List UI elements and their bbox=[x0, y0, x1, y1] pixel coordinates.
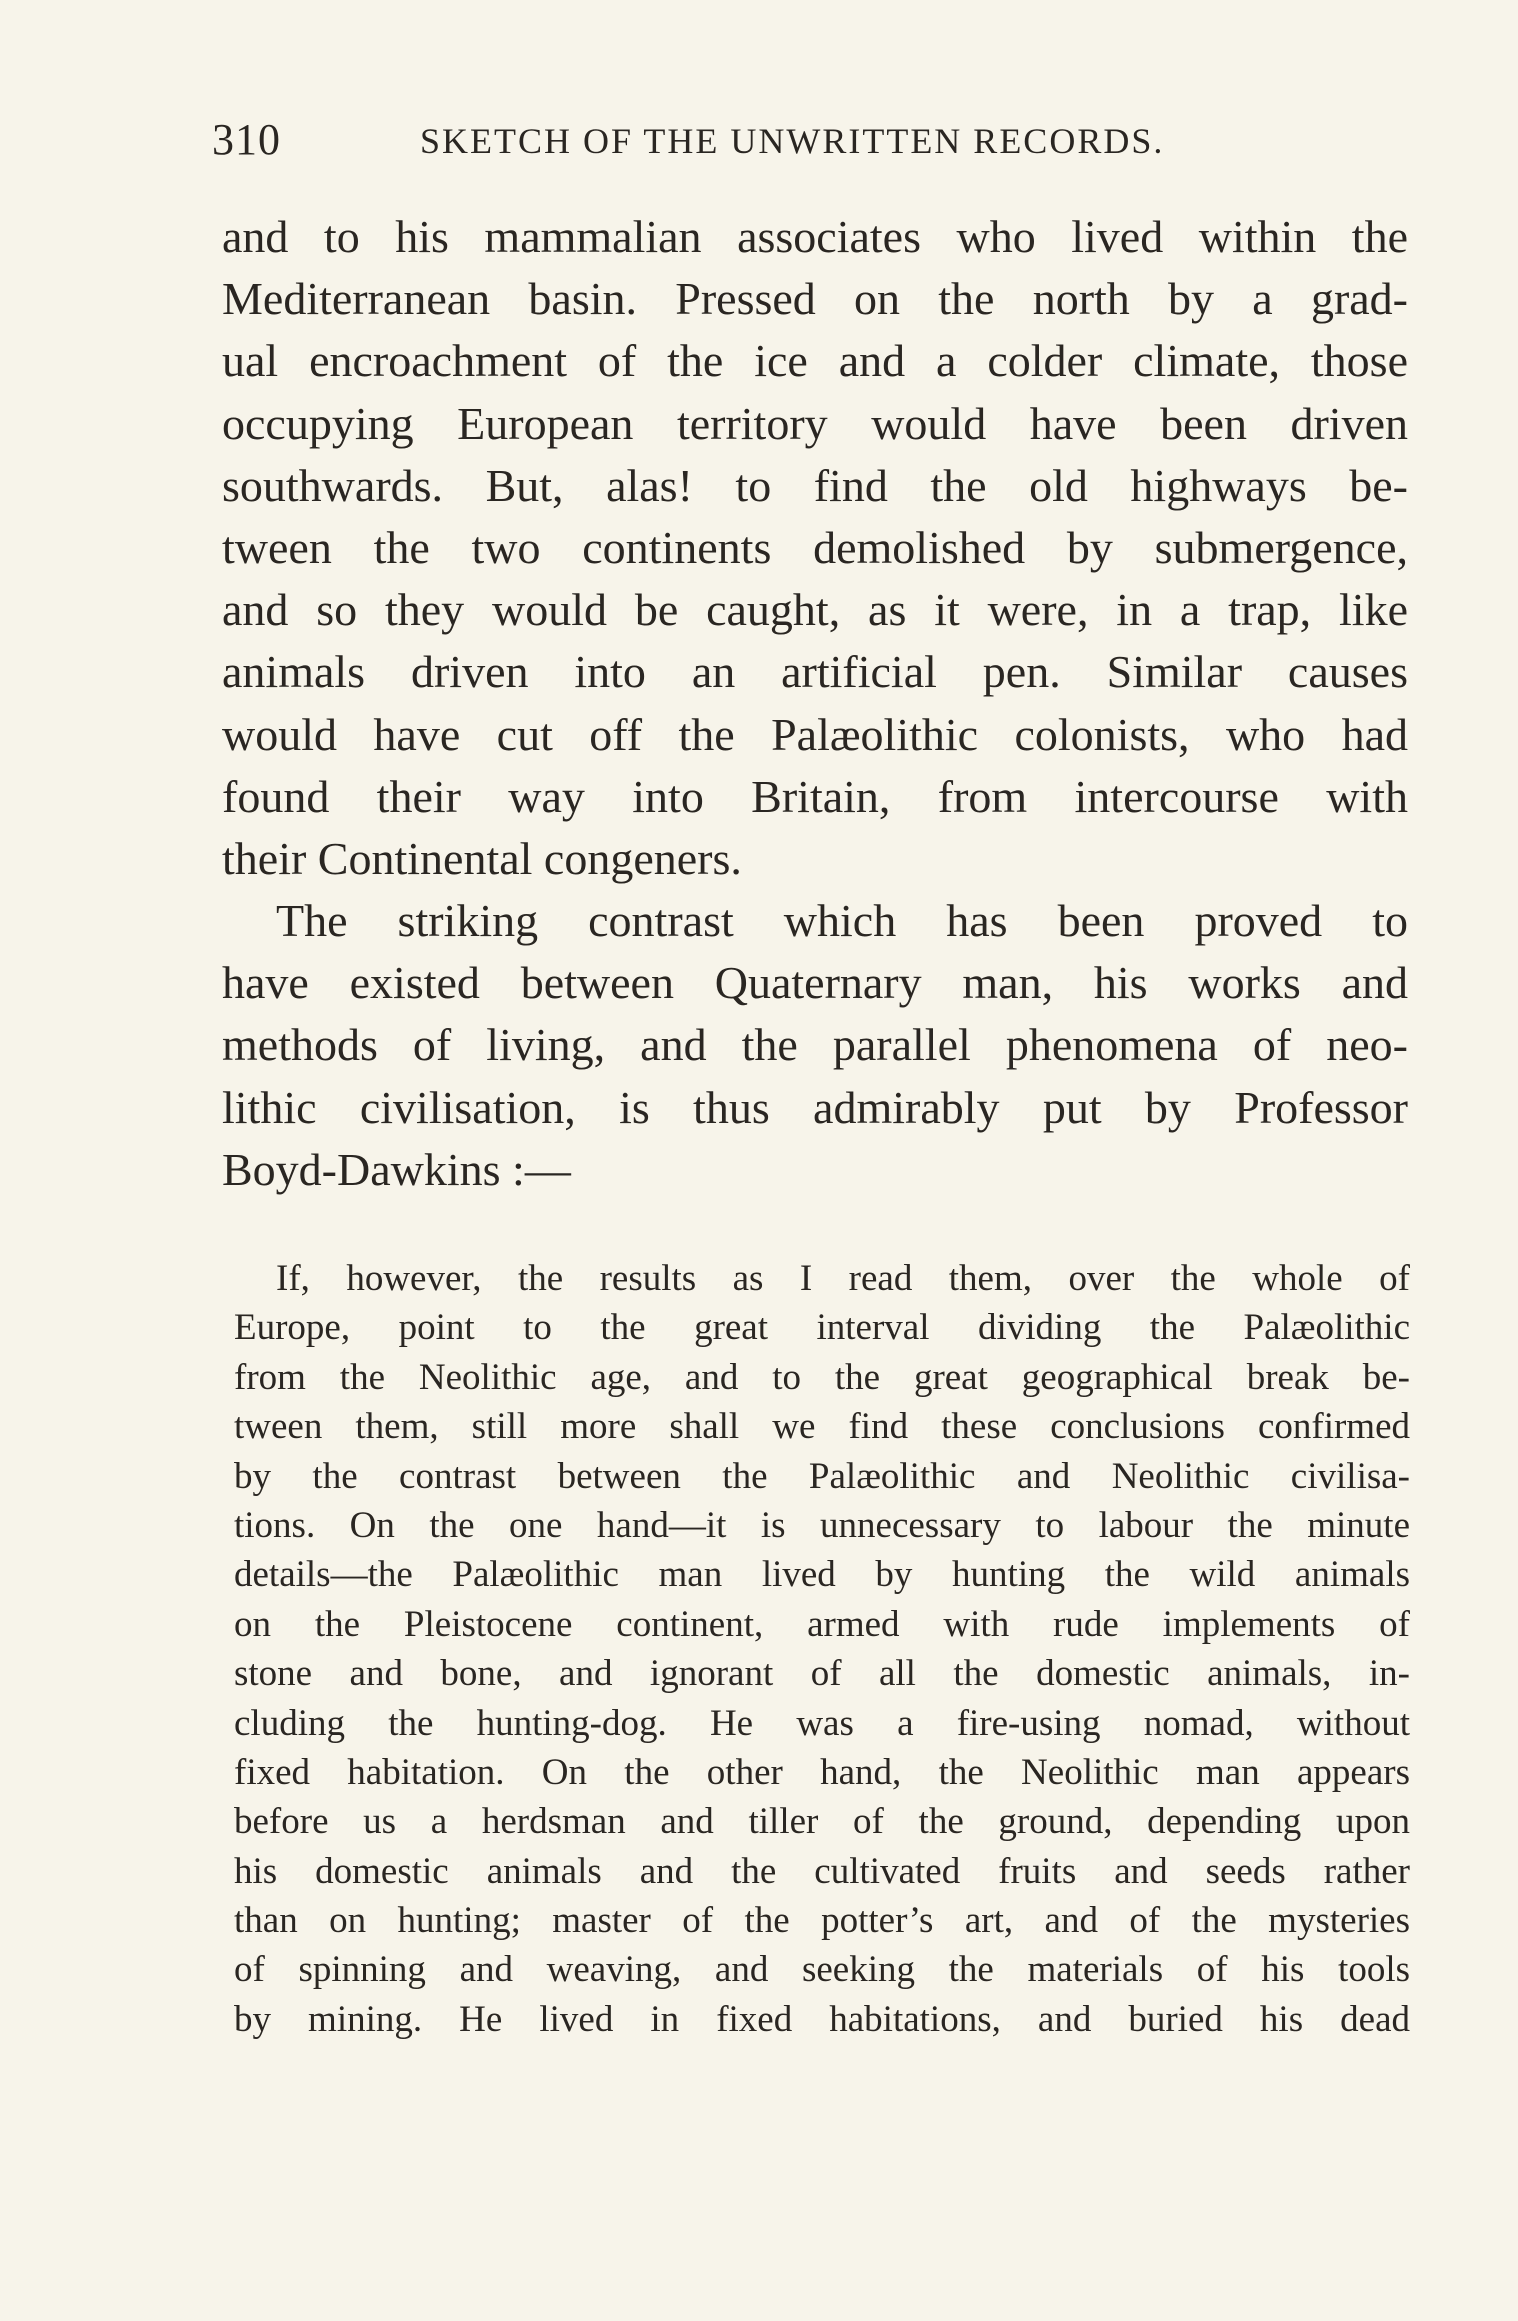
quote-line: before us a herdsman and tiller of the ground, depending upon bbox=[234, 1801, 1410, 1843]
body-line: Mediterranean basin. Pressed on the north by a grad- bbox=[222, 273, 1408, 325]
body-line: lithic civilisation, is thus admirably put by Professor bbox=[222, 1081, 1408, 1133]
page-number: 310 bbox=[212, 115, 281, 164]
page-header bbox=[212, 110, 1412, 170]
quote-line: fixed habitation. On the other hand, the Neolithic man appears bbox=[234, 1751, 1410, 1793]
body-text bbox=[222, 206, 1408, 1201]
body-line: The striking contrast which has been proved to bbox=[276, 895, 1408, 947]
body-line: and to his mammalian associates who lived within the bbox=[222, 211, 1408, 262]
quote-line: of spinning and weaving, and seeking the materials of his tools bbox=[234, 1949, 1410, 1991]
quote-line: than on hunting; master of the potter’s art, and of the mysteries bbox=[234, 1900, 1410, 1942]
quote-line: stone and bone, and ignorant of all the domestic animals, in- bbox=[234, 1653, 1410, 1695]
quote-line: tions. On the one hand—it is unnecessary to labour the minute bbox=[234, 1504, 1410, 1546]
body-line: occupying European territory would have been driven bbox=[222, 397, 1408, 449]
body-line: found their way into Britain, from intercourse with bbox=[222, 770, 1408, 822]
body-line: tween the two continents demolished by submergence, bbox=[222, 521, 1408, 573]
body-line: methods of living, and the parallel phenomena of neo- bbox=[222, 1019, 1408, 1071]
quote-line: details—the Palæolithic man lived by hunting the wild animals bbox=[234, 1554, 1410, 1596]
quote-line: from the Neolithic age, and to the great geographical break be- bbox=[234, 1356, 1410, 1398]
body-line: animals driven into an artificial pen. Similar causes bbox=[222, 646, 1408, 698]
body-line: ual encroachment of the ice and a colder climate, those bbox=[222, 335, 1408, 387]
running-head: SKETCH OF THE UNWRITTEN RECORDS. bbox=[420, 121, 1165, 161]
body-line: and so they would be caught, as it were, in a trap, like bbox=[222, 584, 1408, 636]
quote-line: Europe, point to the great interval dividing the Palæolithic bbox=[234, 1307, 1410, 1349]
quote-line: on the Pleistocene continent, armed with rude implements of bbox=[234, 1603, 1410, 1645]
body-line: their Continental congeners. bbox=[222, 832, 742, 884]
quote-line: by the contrast between the Palæolithic and Neolithic civilisa- bbox=[234, 1455, 1410, 1497]
body-line: southwards. But, alas! to find the old highways be- bbox=[222, 459, 1408, 511]
quote-line: tween them, still more shall we find these conclusions confirmed bbox=[234, 1406, 1410, 1448]
quote-line: If, however, the results as I read them, over the whole of bbox=[276, 1258, 1410, 1299]
body-line: Boyd-Dawkins :— bbox=[222, 1143, 571, 1195]
quote-line: cluding the hunting-dog. He was a fire-using nomad, without bbox=[234, 1702, 1410, 1744]
body-line: have existed between Quaternary man, his works and bbox=[222, 957, 1408, 1009]
quote-line: his domestic animals and the cultivated fruits and seeds rather bbox=[234, 1850, 1410, 1892]
body-line: would have cut off the Palæolithic colonists, who had bbox=[222, 708, 1408, 760]
block-quote bbox=[234, 1254, 1410, 2044]
quote-line: by mining. He lived in fixed habitations, and buried his dead bbox=[234, 1998, 1410, 2040]
